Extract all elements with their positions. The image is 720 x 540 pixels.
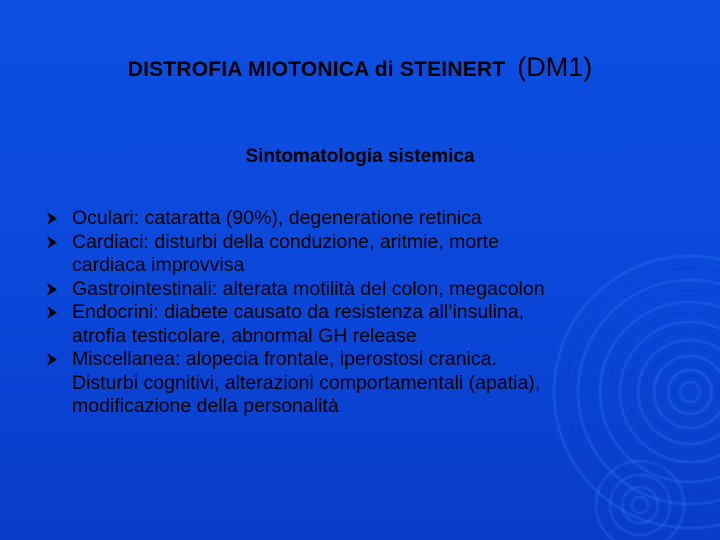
bullet-item (44, 301, 684, 348)
slide-subtitle: Sintomatologia sistemica (245, 146, 475, 167)
bullet-item (44, 207, 684, 231)
arrowhead-bullet-icon (44, 301, 60, 324)
bullet-text: Cardiaci: disturbi della conduzione, aritmie, morte cardiaca improvvisa (72, 230, 500, 276)
bullet-text: Miscellanea: alopecia frontale, iperostosi cranica. Disturbi cognitivi, alterazioni comportamentali (apatia), modificazione della personalità (72, 348, 541, 417)
bullet-item (44, 278, 684, 302)
arrowhead-bullet-icon (44, 231, 60, 254)
bullet-text: Endocrini: diabete causato da resistenza all’insulina, atrofia testicolare, abnormal GH release (72, 301, 525, 347)
bullet-list (44, 207, 684, 419)
arrowhead-bullet-icon (44, 348, 60, 371)
slide-title (0, 52, 720, 83)
title-main: DISTROFIA MIOTONICA di STEINERT (127, 58, 506, 81)
bullet-item (44, 231, 684, 278)
title-paren: (DM1) (517, 52, 593, 82)
bullet-text: Oculari: cataratta (90%), degeneratione retinica (72, 207, 482, 229)
bullet-text: Gastrointestinali: alterata motilità del colon, megacolon (72, 277, 545, 300)
arrowhead-bullet-icon (44, 278, 60, 301)
arrowhead-bullet-icon (44, 207, 60, 230)
bullet-item (44, 348, 684, 419)
